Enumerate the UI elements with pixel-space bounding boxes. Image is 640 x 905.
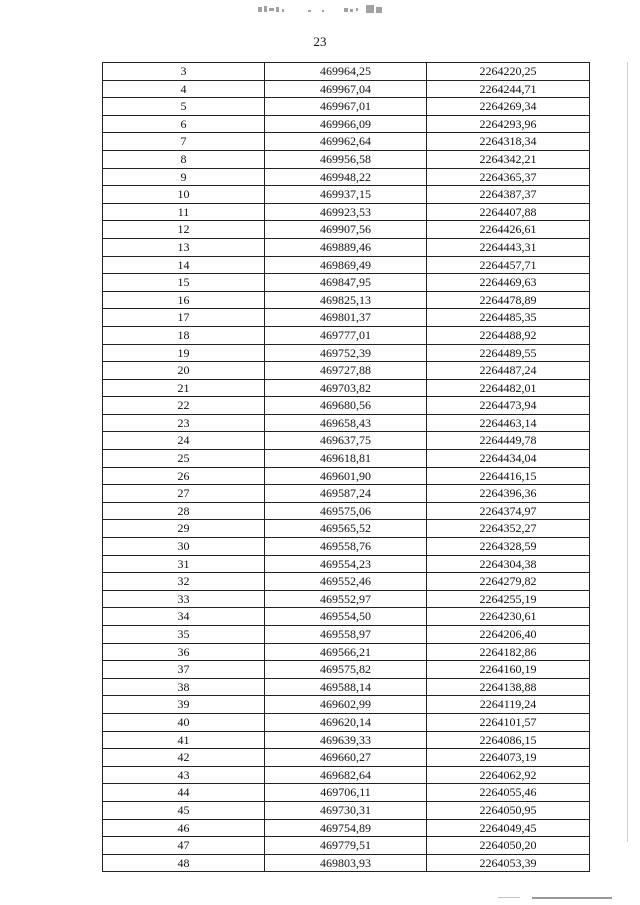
y-coordinate-cell: 2264365,37	[427, 168, 590, 186]
x-coordinate-cell: 469558,76	[265, 538, 427, 556]
y-coordinate-cell: 2264469,63	[427, 274, 590, 292]
point-number-cell: 12	[103, 221, 265, 239]
x-coordinate-cell: 469639,33	[265, 731, 427, 749]
x-coordinate-cell: 469565,52	[265, 520, 427, 538]
point-number-cell: 40	[103, 713, 265, 731]
x-coordinate-cell: 469552,46	[265, 573, 427, 591]
x-coordinate-cell: 469923,53	[265, 203, 427, 221]
scan-edge-line	[627, 62, 628, 842]
y-coordinate-cell: 2264279,82	[427, 573, 590, 591]
y-coordinate-cell: 2264101,57	[427, 713, 590, 731]
x-coordinate-cell: 469682,64	[265, 766, 427, 784]
point-number-cell: 22	[103, 397, 265, 415]
y-coordinate-cell: 2264269,34	[427, 98, 590, 116]
scan-footer-mark-small	[498, 897, 520, 898]
scan-header-smudge-icon	[256, 3, 386, 15]
point-number-cell: 43	[103, 766, 265, 784]
table-row	[103, 203, 590, 221]
table-row	[103, 608, 590, 626]
x-coordinate-cell: 469889,46	[265, 238, 427, 256]
table-row	[103, 379, 590, 397]
table-row	[103, 450, 590, 468]
point-number-cell: 15	[103, 274, 265, 292]
coordinates-table-body	[103, 63, 590, 872]
y-coordinate-cell: 2264387,37	[427, 186, 590, 204]
y-coordinate-cell: 2264220,25	[427, 63, 590, 81]
point-number-cell: 23	[103, 414, 265, 432]
x-coordinate-cell: 469847,95	[265, 274, 427, 292]
point-number-cell: 3	[103, 63, 265, 81]
table-row	[103, 432, 590, 450]
x-coordinate-cell: 469602,99	[265, 696, 427, 714]
point-number-cell: 42	[103, 749, 265, 767]
y-coordinate-cell: 2264487,24	[427, 362, 590, 380]
table-row	[103, 502, 590, 520]
point-number-cell: 7	[103, 133, 265, 151]
point-number-cell: 27	[103, 485, 265, 503]
table-row	[103, 115, 590, 133]
x-coordinate-cell: 469967,01	[265, 98, 427, 116]
y-coordinate-cell: 2264050,20	[427, 837, 590, 855]
y-coordinate-cell: 2264160,19	[427, 661, 590, 679]
point-number-cell: 39	[103, 696, 265, 714]
table-row	[103, 274, 590, 292]
table-row	[103, 837, 590, 855]
table-row	[103, 168, 590, 186]
x-coordinate-cell: 469907,56	[265, 221, 427, 239]
point-number-cell: 13	[103, 238, 265, 256]
y-coordinate-cell: 2264342,21	[427, 150, 590, 168]
table-row	[103, 485, 590, 503]
x-coordinate-cell: 469966,09	[265, 115, 427, 133]
y-coordinate-cell: 2264434,04	[427, 450, 590, 468]
table-row	[103, 98, 590, 116]
y-coordinate-cell: 2264328,59	[427, 538, 590, 556]
y-coordinate-cell: 2264182,86	[427, 643, 590, 661]
point-number-cell: 19	[103, 344, 265, 362]
y-coordinate-cell: 2264119,24	[427, 696, 590, 714]
point-number-cell: 8	[103, 150, 265, 168]
point-number-cell: 45	[103, 801, 265, 819]
table-row	[103, 256, 590, 274]
table-row	[103, 749, 590, 767]
x-coordinate-cell: 469777,01	[265, 326, 427, 344]
y-coordinate-cell: 2264255,19	[427, 590, 590, 608]
y-coordinate-cell: 2264478,89	[427, 291, 590, 309]
y-coordinate-cell: 2264426,61	[427, 221, 590, 239]
x-coordinate-cell: 469869,49	[265, 256, 427, 274]
x-coordinate-cell: 469825,13	[265, 291, 427, 309]
y-coordinate-cell: 2264050,95	[427, 801, 590, 819]
x-coordinate-cell: 469752,39	[265, 344, 427, 362]
y-coordinate-cell: 2264488,92	[427, 326, 590, 344]
table-row	[103, 414, 590, 432]
x-coordinate-cell: 469660,27	[265, 749, 427, 767]
point-number-cell: 37	[103, 661, 265, 679]
table-row	[103, 784, 590, 802]
table-row	[103, 238, 590, 256]
table-row	[103, 133, 590, 151]
x-coordinate-cell: 469588,14	[265, 678, 427, 696]
x-coordinate-cell: 469554,23	[265, 555, 427, 573]
point-number-cell: 4	[103, 80, 265, 98]
y-coordinate-cell: 2264482,01	[427, 379, 590, 397]
point-number-cell: 26	[103, 467, 265, 485]
x-coordinate-cell: 469779,51	[265, 837, 427, 855]
point-number-cell: 20	[103, 362, 265, 380]
x-coordinate-cell: 469587,24	[265, 485, 427, 503]
point-number-cell: 29	[103, 520, 265, 538]
table-row	[103, 326, 590, 344]
table-row	[103, 150, 590, 168]
table-row	[103, 766, 590, 784]
y-coordinate-cell: 2264138,88	[427, 678, 590, 696]
point-number-cell: 11	[103, 203, 265, 221]
point-number-cell: 38	[103, 678, 265, 696]
y-coordinate-cell: 2264304,38	[427, 555, 590, 573]
table-row	[103, 661, 590, 679]
y-coordinate-cell: 2264244,71	[427, 80, 590, 98]
table-row	[103, 397, 590, 415]
table-row	[103, 309, 590, 327]
y-coordinate-cell: 2264449,78	[427, 432, 590, 450]
y-coordinate-cell: 2264086,15	[427, 731, 590, 749]
point-number-cell: 33	[103, 590, 265, 608]
page-number: 23	[313, 34, 327, 49]
y-coordinate-cell: 2264473,94	[427, 397, 590, 415]
scan-footer-mark	[532, 897, 612, 899]
x-coordinate-cell: 469962,64	[265, 133, 427, 151]
x-coordinate-cell: 469803,93	[265, 854, 427, 872]
table-row	[103, 713, 590, 731]
table-row	[103, 520, 590, 538]
y-coordinate-cell: 2264396,36	[427, 485, 590, 503]
x-coordinate-cell: 469964,25	[265, 63, 427, 81]
point-number-cell: 47	[103, 837, 265, 855]
x-coordinate-cell: 469637,75	[265, 432, 427, 450]
point-number-cell: 14	[103, 256, 265, 274]
x-coordinate-cell: 469703,82	[265, 379, 427, 397]
point-number-cell: 46	[103, 819, 265, 837]
x-coordinate-cell: 469727,88	[265, 362, 427, 380]
table-row	[103, 467, 590, 485]
x-coordinate-cell: 469801,37	[265, 309, 427, 327]
point-number-cell: 36	[103, 643, 265, 661]
table-row	[103, 696, 590, 714]
table-row	[103, 186, 590, 204]
x-coordinate-cell: 469552,97	[265, 590, 427, 608]
y-coordinate-cell: 2264485,35	[427, 309, 590, 327]
x-coordinate-cell: 469730,31	[265, 801, 427, 819]
table-row	[103, 538, 590, 556]
x-coordinate-cell: 469575,82	[265, 661, 427, 679]
point-number-cell: 10	[103, 186, 265, 204]
y-coordinate-cell: 2264230,61	[427, 608, 590, 626]
y-coordinate-cell: 2264443,31	[427, 238, 590, 256]
x-coordinate-cell: 469558,97	[265, 626, 427, 644]
point-number-cell: 48	[103, 854, 265, 872]
point-number-cell: 35	[103, 626, 265, 644]
table-row	[103, 819, 590, 837]
table-row	[103, 643, 590, 661]
y-coordinate-cell: 2264463,14	[427, 414, 590, 432]
y-coordinate-cell: 2264416,15	[427, 467, 590, 485]
y-coordinate-cell: 2264318,34	[427, 133, 590, 151]
table-row	[103, 801, 590, 819]
x-coordinate-cell: 469554,50	[265, 608, 427, 626]
y-coordinate-cell: 2264457,71	[427, 256, 590, 274]
table-row	[103, 63, 590, 81]
table-row	[103, 678, 590, 696]
point-number-cell: 24	[103, 432, 265, 450]
point-number-cell: 21	[103, 379, 265, 397]
x-coordinate-cell: 469618,81	[265, 450, 427, 468]
x-coordinate-cell: 469937,15	[265, 186, 427, 204]
point-number-cell: 28	[103, 502, 265, 520]
point-number-cell: 6	[103, 115, 265, 133]
table-row	[103, 626, 590, 644]
x-coordinate-cell: 469566,21	[265, 643, 427, 661]
point-number-cell: 17	[103, 309, 265, 327]
y-coordinate-cell: 2264374,97	[427, 502, 590, 520]
point-number-cell: 34	[103, 608, 265, 626]
y-coordinate-cell: 2264407,88	[427, 203, 590, 221]
x-coordinate-cell: 469680,56	[265, 397, 427, 415]
table-row	[103, 291, 590, 309]
y-coordinate-cell: 2264489,55	[427, 344, 590, 362]
x-coordinate-cell: 469706,11	[265, 784, 427, 802]
y-coordinate-cell: 2264073,19	[427, 749, 590, 767]
point-number-cell: 18	[103, 326, 265, 344]
x-coordinate-cell: 469948,22	[265, 168, 427, 186]
y-coordinate-cell: 2264055,46	[427, 784, 590, 802]
x-coordinate-cell: 469967,04	[265, 80, 427, 98]
table-row	[103, 573, 590, 591]
point-number-cell: 32	[103, 573, 265, 591]
table-row	[103, 590, 590, 608]
table-row	[103, 555, 590, 573]
y-coordinate-cell: 2264049,45	[427, 819, 590, 837]
point-number-cell: 16	[103, 291, 265, 309]
table-row	[103, 362, 590, 380]
point-number-cell: 25	[103, 450, 265, 468]
y-coordinate-cell: 2264062,92	[427, 766, 590, 784]
table-row	[103, 80, 590, 98]
y-coordinate-cell: 2264206,40	[427, 626, 590, 644]
y-coordinate-cell: 2264352,27	[427, 520, 590, 538]
x-coordinate-cell: 469620,14	[265, 713, 427, 731]
x-coordinate-cell: 469658,43	[265, 414, 427, 432]
point-number-cell: 41	[103, 731, 265, 749]
table-row	[103, 731, 590, 749]
point-number-cell: 30	[103, 538, 265, 556]
y-coordinate-cell: 2264293,96	[427, 115, 590, 133]
point-number-cell: 5	[103, 98, 265, 116]
table-row	[103, 344, 590, 362]
table-row	[103, 221, 590, 239]
y-coordinate-cell: 2264053,39	[427, 854, 590, 872]
x-coordinate-cell: 469601,90	[265, 467, 427, 485]
table-row	[103, 854, 590, 872]
point-number-cell: 31	[103, 555, 265, 573]
point-number-cell: 44	[103, 784, 265, 802]
x-coordinate-cell: 469956,58	[265, 150, 427, 168]
x-coordinate-cell: 469575,06	[265, 502, 427, 520]
x-coordinate-cell: 469754,89	[265, 819, 427, 837]
coordinates-table	[102, 62, 590, 872]
point-number-cell: 9	[103, 168, 265, 186]
